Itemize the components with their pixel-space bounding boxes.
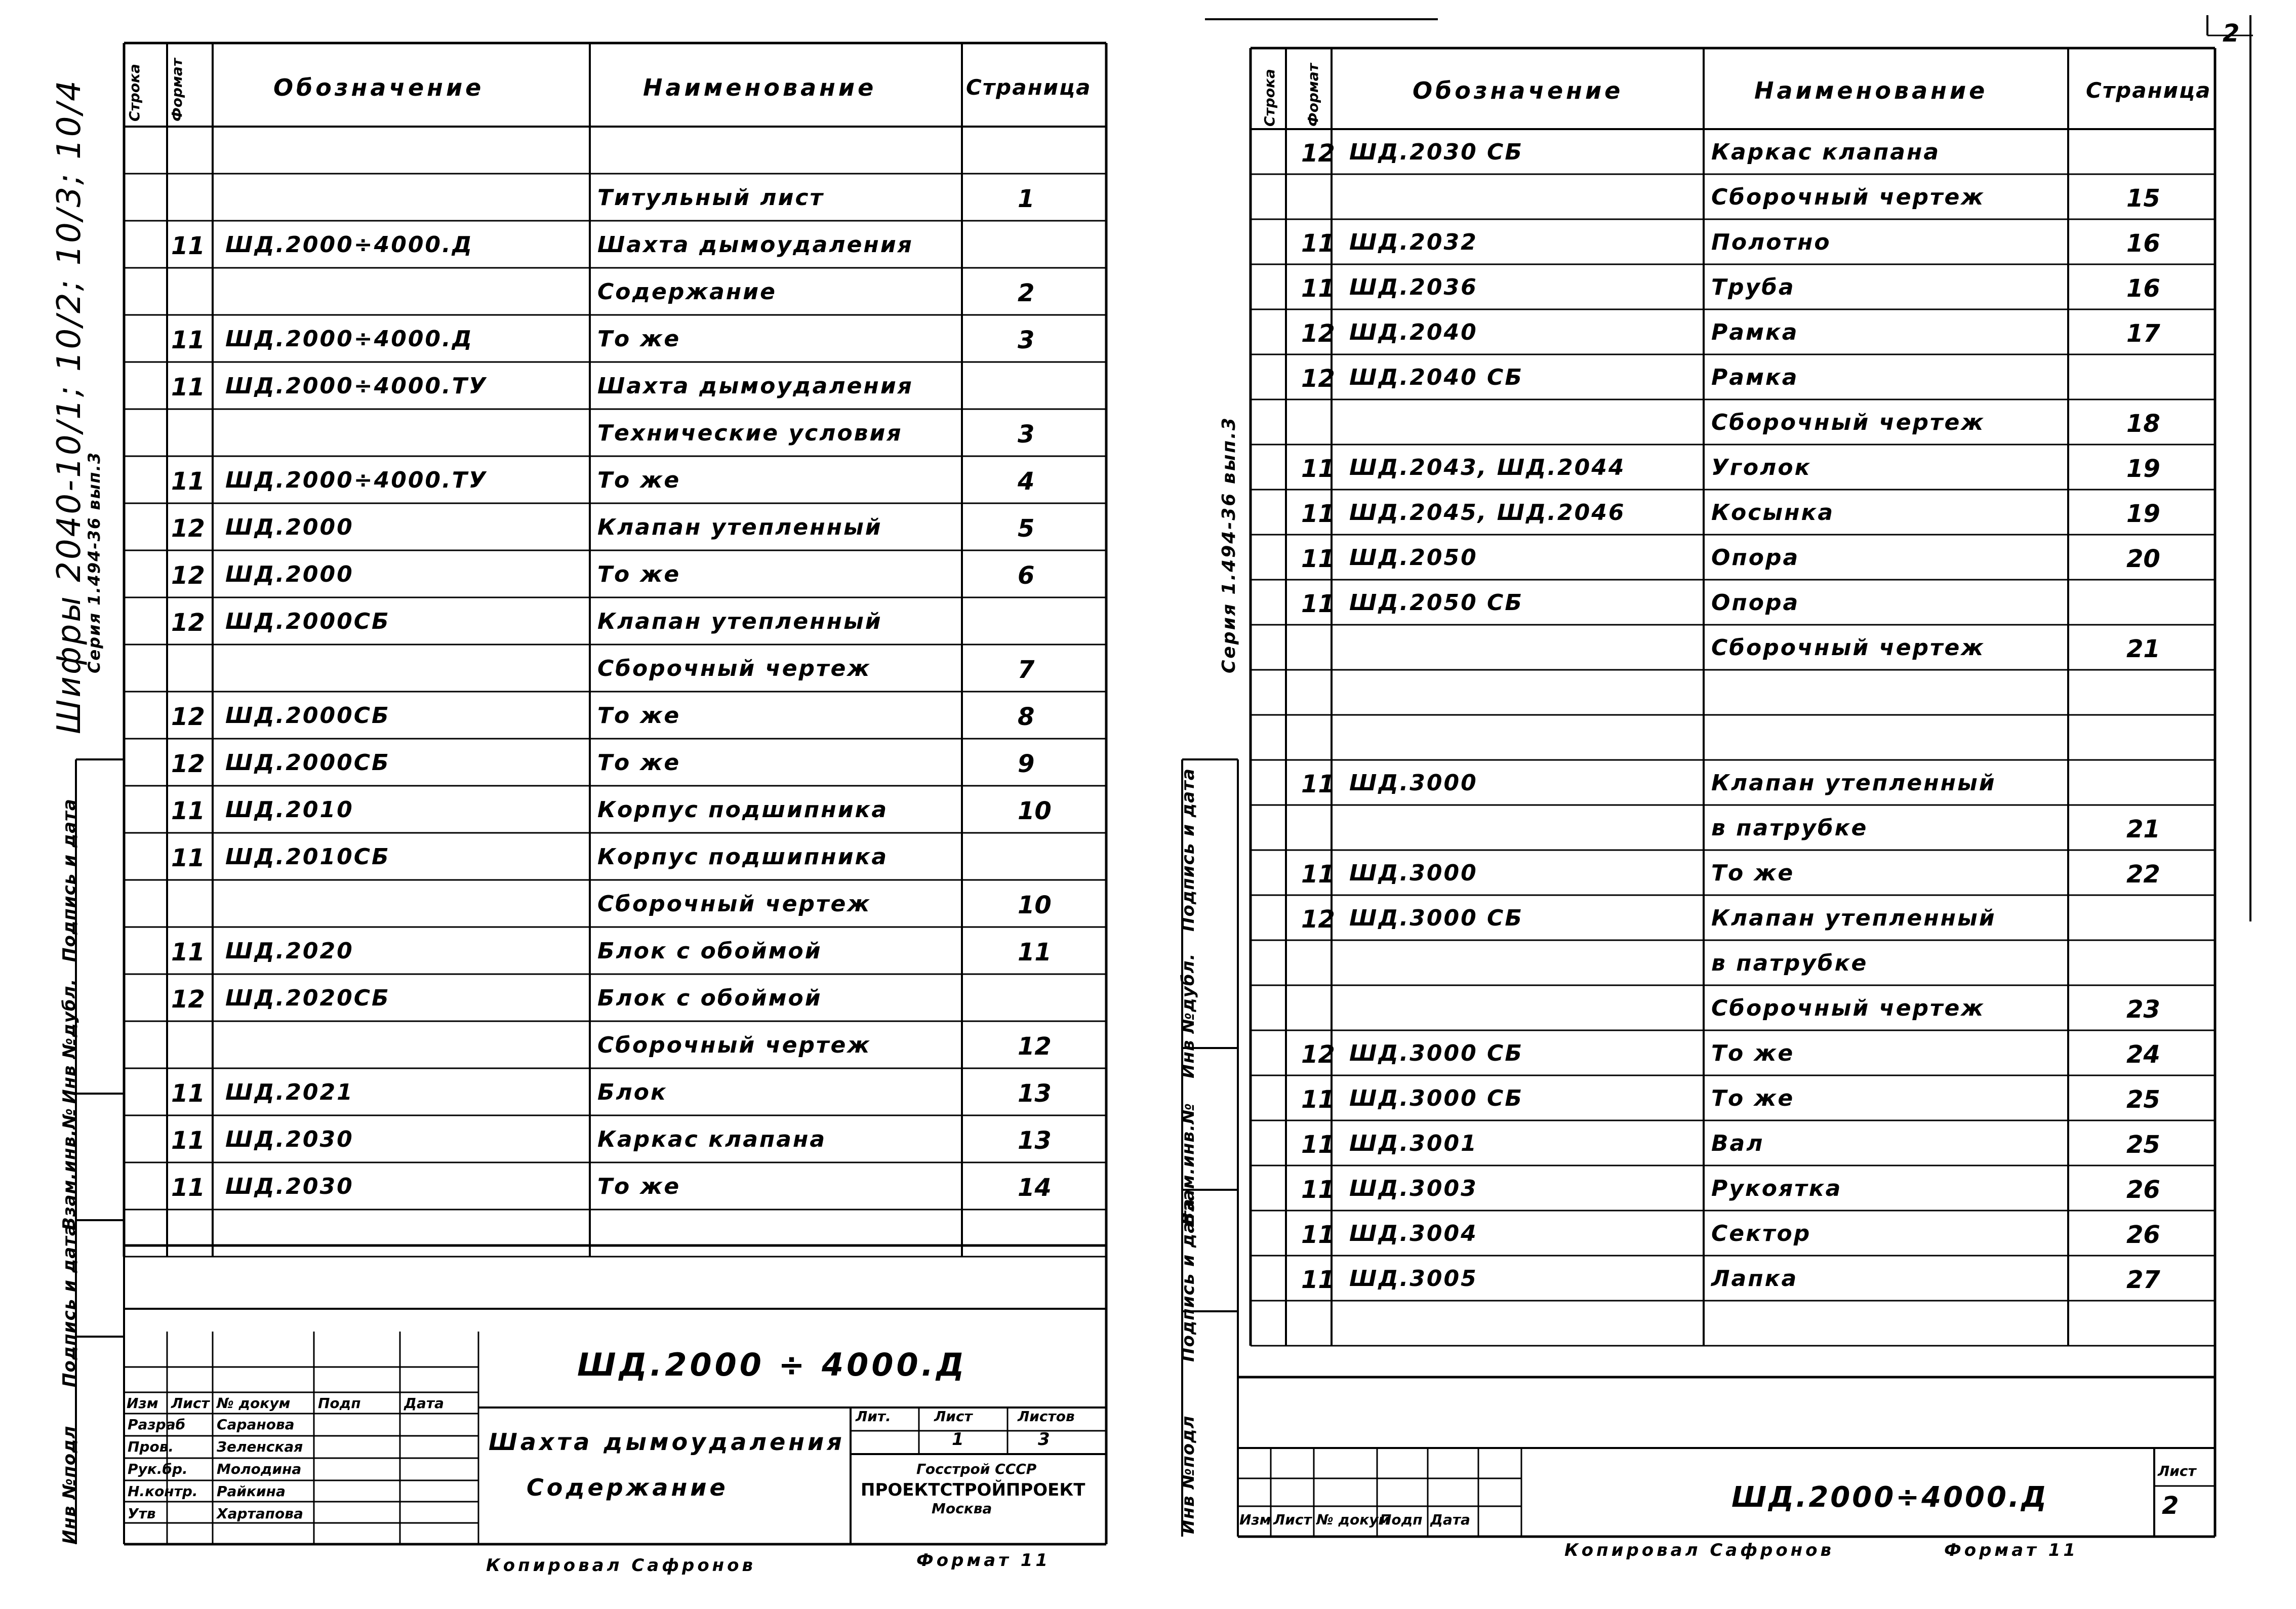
row-page: 1 — [1018, 185, 1035, 213]
stamp-role: Н.контр. — [128, 1483, 198, 1500]
row-format: 11 — [171, 797, 205, 825]
left-org-line3: Москва — [932, 1500, 992, 1517]
row-page: 26 — [2126, 1176, 2160, 1204]
stamp-person: Хартапова — [217, 1505, 303, 1522]
right-header-row: Строка — [1261, 69, 1278, 127]
row-name: Каркас клапана — [597, 1127, 827, 1152]
row-designation: ШД.3005 — [1349, 1266, 1478, 1292]
row-format: 11 — [1301, 500, 1335, 528]
row-designation: ШД.2030 — [225, 1127, 354, 1152]
left-footer-copied: Копировал Сафронов — [486, 1555, 756, 1576]
row-name: Корпус подшипника — [597, 797, 889, 823]
right-side-label-sign-date-2: Подпись и дата — [1178, 768, 1198, 932]
row-name: То же — [597, 467, 681, 493]
stamp-col-label: Лист — [171, 1395, 210, 1412]
stamp-col-label: Изм — [1239, 1511, 1271, 1528]
row-name: То же — [597, 750, 681, 776]
row-designation: ШД.3001 — [1349, 1131, 1478, 1156]
row-name: То же — [597, 703, 681, 729]
row-page: 21 — [2126, 815, 2160, 843]
row-name: Клапан утепленный — [1711, 770, 1996, 796]
row-name: Блок с обоймой — [597, 938, 822, 964]
row-format: 11 — [1301, 1176, 1335, 1204]
row-designation: ШД.2000÷4000.Д — [225, 232, 473, 258]
row-page: 4 — [1018, 467, 1035, 496]
row-format: 11 — [1301, 860, 1335, 889]
row-name: Содержание — [597, 279, 777, 305]
row-name: То же — [597, 1174, 681, 1199]
row-format: 11 — [1301, 1221, 1335, 1249]
row-page: 20 — [2126, 545, 2160, 573]
row-designation: ШД.3000 СБ — [1349, 905, 1523, 931]
header-row: Строка — [126, 64, 143, 122]
side-label-sign-date-1: Подпись и дата — [59, 1224, 79, 1387]
row-name: Сборочный чертеж — [597, 656, 871, 681]
row-format: 11 — [171, 844, 205, 872]
row-page: 23 — [2126, 995, 2160, 1024]
row-format: 11 — [171, 1174, 205, 1202]
row-designation: ШД.2010СБ — [225, 844, 390, 870]
row-format: 11 — [171, 326, 205, 354]
left-title-line2: Содержание — [527, 1474, 729, 1501]
left-org-line1: Госстрой СССР — [916, 1461, 1037, 1477]
row-designation: ШД.2040 СБ — [1349, 365, 1523, 390]
row-page: 2 — [1018, 279, 1035, 307]
stamp-person: Молодина — [217, 1461, 302, 1477]
right-sheet-value: 2 — [2162, 1492, 2179, 1520]
left-title-code: ШД.2000 ÷ 4000.Д — [577, 1346, 968, 1383]
row-format: 11 — [171, 1079, 205, 1108]
row-designation: ШД.2030 — [225, 1174, 354, 1199]
stamp-col-label: № докум — [217, 1395, 291, 1412]
row-designation: ШД.2050 — [1349, 545, 1478, 571]
row-designation: ШД.2000 — [225, 514, 354, 540]
side-label-sign-date-2: Подпись и дата — [59, 798, 79, 962]
header-designation: Обозначение — [273, 74, 485, 101]
row-name: Сборочный чертеж — [1711, 184, 1985, 210]
row-designation: ШД.2040 — [1349, 319, 1478, 345]
left-sheet-value: 1 — [952, 1429, 964, 1450]
row-name: Корпус подшипника — [597, 844, 889, 870]
side-label-vzam-inv: Взам.инв.№ — [59, 1108, 79, 1230]
row-format: 12 — [171, 703, 205, 731]
row-format: 11 — [1301, 1131, 1335, 1159]
row-format: 11 — [171, 938, 205, 967]
row-page: 8 — [1018, 703, 1035, 731]
row-name: Шахта дымоудаления — [597, 232, 913, 258]
row-name: Клапан утепленный — [1711, 905, 1996, 931]
row-page: 6 — [1018, 561, 1035, 590]
side-label-inv-podl: Инв №подл — [59, 1425, 79, 1544]
row-page: 19 — [2126, 500, 2160, 528]
right-header-page: Страница — [2086, 78, 2211, 103]
row-format: 11 — [1301, 274, 1335, 303]
row-format: 11 — [171, 232, 205, 260]
left-title-line1: Шахта дымоудаления — [489, 1428, 845, 1456]
row-name: Опора — [1711, 590, 1800, 616]
right-header-name: Наименование — [1754, 77, 1988, 104]
row-name: Блок — [597, 1079, 667, 1105]
row-designation: ШД.2000÷4000.ТУ — [225, 467, 488, 493]
stamp-person: Зеленская — [217, 1438, 303, 1455]
stamp-col-label: Лист — [1273, 1511, 1312, 1528]
right-title-code: ШД.2000÷4000.Д — [1731, 1481, 2049, 1514]
left-sheet-label: Лист — [934, 1408, 973, 1425]
row-designation: ШД.2000÷4000.ТУ — [225, 373, 488, 399]
row-page: 10 — [1018, 797, 1052, 825]
row-page: 17 — [2126, 319, 2160, 348]
row-page: 18 — [2126, 410, 2160, 438]
row-page: 25 — [2126, 1131, 2160, 1159]
row-name: в патрубке — [1711, 815, 1868, 841]
row-name: То же — [1711, 1085, 1795, 1111]
header-format: Формат — [169, 58, 185, 122]
stamp-col-label: Подп — [1380, 1511, 1423, 1528]
right-header-format: Формат — [1305, 63, 1321, 127]
row-page: 12 — [1018, 1032, 1052, 1061]
row-page: 16 — [2126, 229, 2160, 258]
row-name: Сборочный чертеж — [1711, 635, 1985, 661]
row-page: 16 — [2126, 274, 2160, 303]
row-name: Косынка — [1711, 500, 1835, 526]
row-page: 21 — [2126, 635, 2160, 663]
row-name: Сектор — [1711, 1221, 1811, 1246]
row-format: 12 — [171, 561, 205, 590]
stamp-col-label: Подп — [318, 1395, 361, 1412]
row-page: 10 — [1018, 891, 1052, 919]
row-designation: ШД.2000СБ — [225, 609, 390, 634]
right-footer-format: Формат 11 — [1944, 1540, 2079, 1560]
row-designation: ШД.3000 — [1349, 860, 1478, 886]
row-page: 24 — [2126, 1040, 2160, 1069]
row-format: 11 — [1301, 1266, 1335, 1294]
stamp-col-label: Дата — [404, 1395, 444, 1412]
row-name: Рукоятка — [1711, 1176, 1842, 1201]
row-page: 13 — [1018, 1079, 1052, 1108]
row-format: 11 — [171, 1127, 205, 1155]
row-name: Сборочный чертеж — [1711, 410, 1985, 435]
left-sheets-value: 3 — [1038, 1429, 1051, 1450]
row-page: 5 — [1018, 514, 1035, 543]
row-designation: ШД.2036 — [1349, 274, 1478, 300]
row-name: Полотно — [1711, 229, 1831, 255]
stamp-col-label: № докум — [1316, 1511, 1390, 1528]
row-format: 12 — [1301, 319, 1335, 348]
side-label-inv-dubl: Инв №дубл. — [59, 978, 79, 1104]
row-format: 12 — [1301, 365, 1335, 393]
stamp-person: Райкина — [217, 1483, 286, 1500]
row-page: 14 — [1018, 1174, 1052, 1202]
row-name: в патрубке — [1711, 950, 1868, 976]
row-format: 11 — [1301, 1085, 1335, 1114]
row-format: 11 — [1301, 455, 1335, 483]
stamp-col-label: Дата — [1430, 1511, 1470, 1528]
row-page: 7 — [1018, 656, 1035, 684]
right-side-label-vzam-inv: Взам.инв.№ — [1178, 1103, 1198, 1225]
right-side-label-inv-dubl: Инв №дубл. — [1178, 953, 1198, 1078]
right-header-designation: Обозначение — [1413, 77, 1624, 104]
row-name: Сборочный чертеж — [597, 891, 871, 917]
row-name: Титульный лист — [597, 185, 825, 211]
left-sheets-label: Листов — [1018, 1408, 1075, 1425]
row-format: 12 — [171, 609, 205, 637]
row-designation: ШД.2020 — [225, 938, 354, 964]
row-name: Уголок — [1711, 455, 1811, 480]
row-designation: ШД.2050 СБ — [1349, 590, 1523, 616]
row-format: 12 — [1301, 139, 1335, 168]
row-format: 11 — [1301, 590, 1335, 618]
row-format: 11 — [171, 467, 205, 496]
row-format: 11 — [1301, 770, 1335, 798]
series-note: Серия 1.494-36 вып.3 — [85, 451, 104, 673]
row-page: 26 — [2126, 1221, 2160, 1249]
row-designation: ШД.3004 — [1349, 1221, 1478, 1246]
row-format: 11 — [171, 373, 205, 401]
row-designation: ШД.3000 — [1349, 770, 1478, 796]
row-name: Шахта дымоудаления — [597, 373, 913, 399]
right-series-note: Серия 1.494-36 вып.3 — [1219, 416, 1239, 673]
row-designation: ШД.2020СБ — [225, 985, 390, 1011]
row-format: 11 — [1301, 229, 1335, 258]
row-format: 12 — [1301, 1040, 1335, 1069]
right-side-label-inv-podl: Инв №подл — [1178, 1415, 1198, 1534]
row-name: То же — [1711, 1040, 1795, 1066]
row-designation: ШД.2043, ШД.2044 — [1349, 455, 1626, 480]
row-designation: ШД.3003 — [1349, 1176, 1478, 1201]
row-name: Сборочный чертеж — [1711, 995, 1985, 1021]
row-designation: ШД.2021 — [225, 1079, 354, 1105]
row-name: Каркас клапана — [1711, 139, 1941, 165]
row-designation: ШД.2030 СБ — [1349, 139, 1523, 165]
header-page: Страница — [966, 75, 1092, 100]
row-designation: ШД.2000СБ — [225, 750, 390, 776]
row-format: 12 — [171, 750, 205, 778]
header-name: Наименование — [643, 74, 877, 101]
right-sheet-number-top: 2 — [2223, 19, 2240, 48]
row-designation: ШД.2000СБ — [225, 703, 390, 729]
left-footer-format: Формат 11 — [916, 1550, 1051, 1571]
row-page: 25 — [2126, 1085, 2160, 1114]
row-name: Блок с обоймой — [597, 985, 822, 1011]
row-designation: ШД.2032 — [1349, 229, 1478, 255]
row-name: Сборочный чертеж — [597, 1032, 871, 1058]
row-designation: ШД.2000÷4000.Д — [225, 326, 473, 352]
row-format: 12 — [171, 514, 205, 543]
row-name: Клапан утепленный — [597, 514, 882, 540]
row-designation: ШД.2045, ШД.2046 — [1349, 500, 1626, 526]
row-name: То же — [1711, 860, 1795, 886]
row-name: То же — [597, 561, 681, 587]
stamp-role: Рук.бр. — [128, 1461, 188, 1477]
row-page: 3 — [1018, 326, 1035, 354]
right-side-label-sign-date-1: Подпись и дата — [1178, 1198, 1198, 1362]
row-format: 12 — [171, 985, 205, 1014]
row-page: 15 — [2126, 184, 2160, 213]
row-format: 12 — [1301, 905, 1335, 934]
right-footer-copied: Копировал Сафронов — [1564, 1540, 1835, 1560]
stamp-role: Разраб — [128, 1416, 186, 1433]
row-name: Труба — [1711, 274, 1795, 300]
cipher-note: Шифры 2040-10/1; 10/2; 10/3; 10/4 — [51, 78, 88, 734]
left-sheet — [0, 0, 1134, 1609]
row-designation: ШД.2000 — [225, 561, 354, 587]
row-name: Клапан утепленный — [597, 609, 882, 634]
left-org-line2: ПРОЕКТСТРОЙПРОЕКТ — [861, 1480, 1085, 1500]
row-name: Рамка — [1711, 319, 1799, 345]
row-page: 9 — [1018, 750, 1035, 778]
row-name: Рамка — [1711, 365, 1799, 390]
row-name: Технические условия — [597, 420, 903, 446]
stamp-person: Саранова — [217, 1416, 295, 1433]
stamp-role: Пров. — [128, 1438, 174, 1455]
row-designation: ШД.3000 СБ — [1349, 1040, 1523, 1066]
row-page: 3 — [1018, 420, 1035, 449]
row-page: 19 — [2126, 455, 2160, 483]
stamp-col-label: Изм — [127, 1395, 158, 1412]
row-format: 11 — [1301, 545, 1335, 573]
row-name: Опора — [1711, 545, 1800, 571]
stamp-role: Утв — [128, 1505, 156, 1522]
row-designation: ШД.2010 — [225, 797, 354, 823]
right-sheet — [1134, 0, 2296, 1609]
row-page: 27 — [2126, 1266, 2160, 1294]
row-page: 13 — [1018, 1127, 1052, 1155]
row-page: 22 — [2126, 860, 2160, 889]
row-name: Вал — [1711, 1131, 1764, 1156]
row-name: То же — [597, 326, 681, 352]
row-name: Лапка — [1711, 1266, 1798, 1292]
right-sheet-label: Лист — [2158, 1463, 2196, 1479]
left-lit-label: Лит. — [856, 1408, 891, 1425]
row-designation: ШД.3000 СБ — [1349, 1085, 1523, 1111]
row-page: 11 — [1018, 938, 1052, 967]
